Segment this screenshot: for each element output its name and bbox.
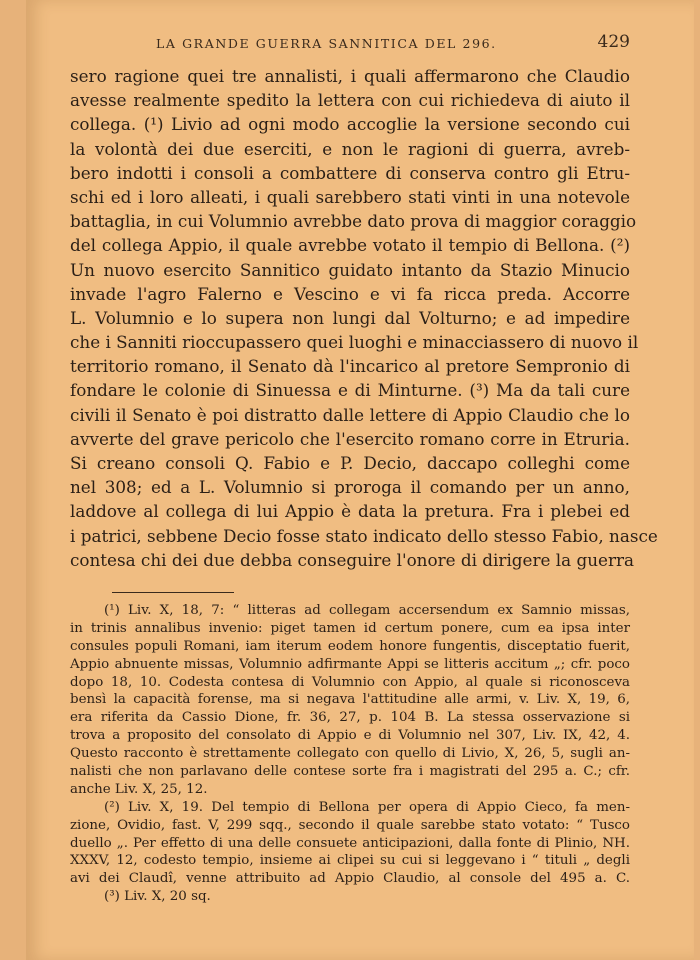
body-line: Un nuovo esercito Sannitico guidato intanto da Stazio Minucio (70, 259, 630, 280)
body-line: del collega Appio, il quale avrebbe votato il tempio di Bellona. (²) (70, 235, 630, 256)
page-header (66, 32, 630, 56)
footnote-line: anche Liv. X, 25, 12. (70, 781, 208, 797)
body-line: territorio romano, il Senato dà l'incarico al pretore Sempronio di (70, 356, 630, 377)
body-line: bero indotti i consoli a combattere di conserva contro gli Etru- (70, 162, 630, 183)
footnotes (70, 602, 630, 906)
footnote-line: Appio abnuente missas, Volumnio adfirmante Appi se litteris accitum „; cfr. poco (70, 656, 630, 672)
body-line: fondare le colonie di Sinuessa e di Minturne. (³) Ma da tali cure (70, 380, 630, 401)
footnote-line: nalisti che non parlavano delle contese sorte fra i magistrati del 295 a. C.; cfr. (70, 764, 630, 780)
body-line: invade l'agro Falerno e Vescino e vi fa ricca preda. Accorre (70, 283, 630, 304)
body-line: L. Volumnio e lo supera non lungi dal Volturno; e ad impedire (70, 307, 630, 328)
footnote-divider (112, 592, 234, 593)
footnote-line: (²) Liv. X, 19. Del tempio di Bellona per opera di Appio Cieco, fa men- (104, 799, 630, 815)
book-page (26, 0, 694, 960)
footnote-line: (¹) Liv. X, 18, 7: “ litteras ad collegam accersendum ex Samnio missas, (104, 603, 630, 618)
body-line: collega. (¹) Livio ad ogni modo accoglie la versione secondo cui (70, 114, 630, 135)
footnote-line: (³) Liv. X, 20 sq. (104, 889, 211, 905)
body-line: contesa chi dei due debba conseguire l'onore di dirigere la guerra (70, 549, 635, 570)
footnote-line: zione, Ovidio, fast. V, 299 sqq., secondo il quale sarebbe stato votato: “ Tusco (70, 817, 630, 833)
footnote-line: dopo 18, 10. Codesta contesa di Volumnio con Appio, al quale si riconosceva (70, 674, 630, 690)
body-line: Si creano consoli Q. Fabio e P. Decio, daccapo colleghi come (70, 453, 630, 473)
footnote-line: era riferita da Cassio Dione, fr. 36, 27, p. 104 B. La stessa osservazione si (70, 710, 630, 726)
body-line: avesse realmente spedito la lettera con cui richiedeva di aiuto il (70, 90, 630, 111)
footnote-line: XXXV, 12, codesto tempio, insieme ai clipei su cui si leggevano i “ tituli „ degli (70, 853, 630, 869)
footnote-line: trova a proposito del consolato di Appio e di Volumnio nel 307, Liv. IX, 42, 4. (70, 728, 630, 744)
running-title: LA GRANDE GUERRA SANNITICA DEL 296. (156, 36, 497, 51)
body-text (70, 64, 658, 572)
footnote-line: consules populi Romani, iam iterum eodem honore fungentis, disceptatio fuerit, (70, 638, 630, 654)
body-line: sero ragione quei tre annalisti, i quali affermarono che Claudio (70, 66, 630, 86)
body-line: schi ed i loro alleati, i quali sarebbero stati vinti in una notevole (70, 186, 630, 207)
body-line: la volontà dei due eserciti, e non le ragioni di guerra, avreb- (70, 138, 630, 159)
body-line: laddove al collega di lui Appio è data la pretura. Fra i plebei ed (70, 501, 630, 522)
footnote-line: bensì la capacità forense, ma si negava l'attitudine alle armi, v. Liv. X, 19, 6, (70, 692, 630, 708)
body-line: che i Sanniti rioccupassero quei luoghi e minacciassero di nuovo il (70, 332, 639, 353)
body-line: i patrici, sebbene Decio fosse stato indicato dello stesso Fabio, nasce (70, 525, 658, 546)
footnote-line: Questo racconto è strettamente collegato con quello di Livio, X, 26, 5, sugli an- (70, 746, 630, 762)
footnote-line: in trinis annalibus invenio: piget tamen id certum ponere, cum ea ipsa inter (70, 620, 630, 636)
body-line: civili il Senato è poi distratto dalle lettere di Appio Claudio che lo (70, 404, 630, 425)
footnote-line: avi dei Claudî, venne attribuito ad Appio Claudio, al console del 495 a. C. (70, 871, 630, 887)
body-line: battaglia, in cui Volumnio avrebbe dato prova di maggior coraggio (70, 211, 637, 232)
body-line: nel 308; ed a L. Volumnio si proroga il comando per un anno, (70, 477, 630, 498)
body-line: avverte del grave pericolo che l'esercito romano corre in Etruria. (70, 428, 630, 449)
page-number: 429 (597, 32, 630, 52)
footnote-line: duello „. Per effetto di una delle consuete anticipazioni, dalla fonte di Plinio, NH. (70, 835, 630, 851)
